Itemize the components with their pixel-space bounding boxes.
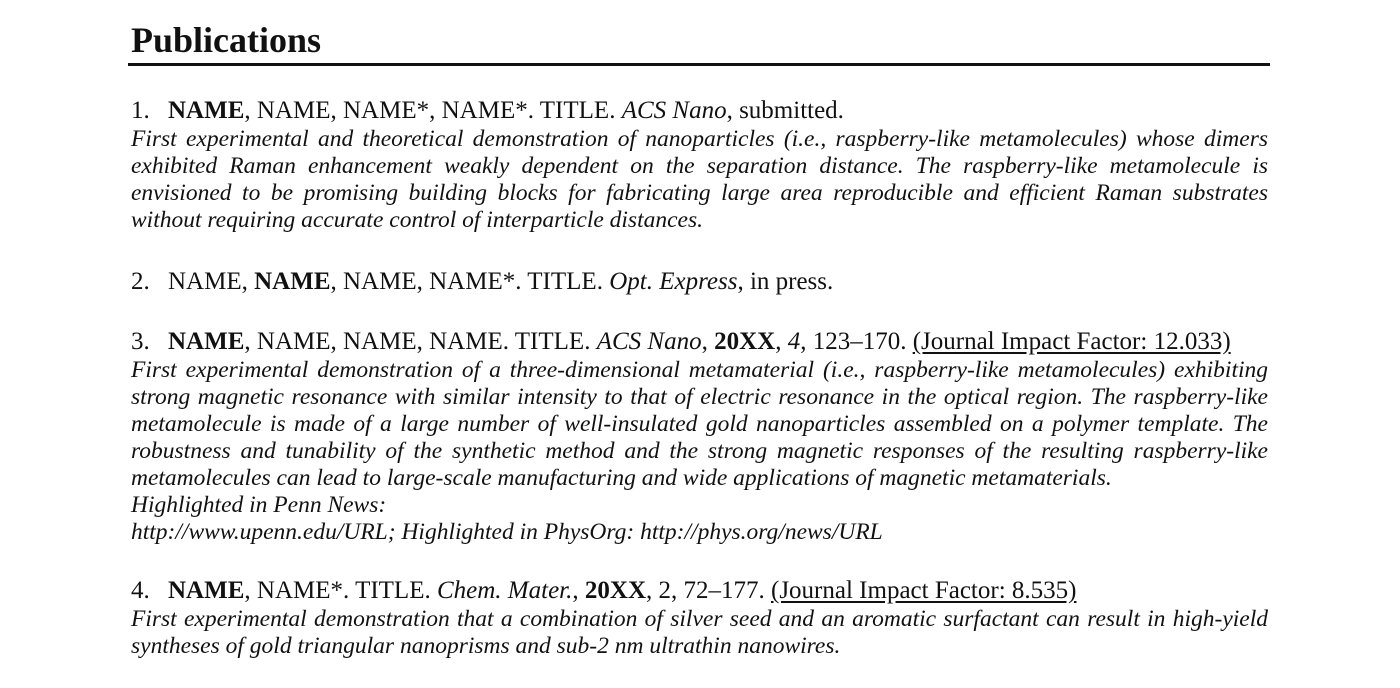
description-line: syntheses of gold triangular nanoprisms and sub-2 nm ultrathin nanowires. [131, 633, 841, 659]
heading-rule [128, 63, 1270, 66]
author: NAME* [343, 97, 430, 124]
author-separator: , [244, 577, 257, 604]
author: NAME [256, 328, 331, 355]
description-line: metamolecules can lead to large-scale manufacturing and wide applications of magnetic metamaterials. [131, 465, 1112, 491]
section-heading: Publications [131, 20, 322, 60]
highlight-line: Highlighted in Penn News: [131, 492, 387, 518]
citation: 3. NAME, NAME, NAME, NAME. TITLE. ACS Nano, 20XX, 4, 123–170. (Journal Impact Factor: 12.033) [131, 328, 1231, 355]
volume: 4 [787, 328, 801, 355]
journal-name: Opt. Express [609, 268, 738, 295]
journal-name: ACS Nano [596, 328, 702, 355]
author-separator: , [241, 268, 255, 295]
publication-number: 2. [131, 268, 150, 295]
publication-number: 1. [131, 97, 150, 124]
publication-item [131, 327, 1268, 546]
volume: 2 [658, 577, 671, 604]
page-range: 72–177. [683, 577, 765, 604]
paper-title: TITLE. [527, 268, 603, 295]
author: NAME* [441, 97, 528, 124]
author-separator: , [416, 268, 430, 295]
paper-title: TITLE. [514, 328, 591, 355]
description-line: First experimental and theoretical demonstration of nanoparticles (i.e., raspberry-like metamolecules) whose dimers [131, 126, 1268, 152]
publication-year: 20XX [714, 328, 776, 355]
author-separator: , [330, 328, 343, 355]
citation: 4. NAME, NAME*. TITLE. Chem. Mater., 20XX, 2, 72–177. (Journal Impact Factor: 8.535) [131, 577, 1077, 604]
publication-item [131, 267, 1268, 297]
author: NAME* [429, 268, 516, 295]
publication-number: 3. [131, 328, 150, 355]
journal-name: Chem. Mater. [436, 577, 573, 604]
author-separator: , [330, 97, 343, 124]
impact-factor: (Journal Impact Factor: 8.535) [771, 577, 1077, 604]
paper-title: TITLE. [539, 97, 616, 124]
publication-number: 4. [131, 577, 150, 604]
description-line: without requiring accurate control of interparticle distances. [131, 207, 703, 233]
author: NAME [429, 328, 503, 355]
highlight-line: http://www.upenn.edu/URL; Highlighted in PhysOrg: http://phys.org/news/URL [131, 519, 883, 545]
author: NAME [168, 97, 245, 124]
description-line: robustness and tunability of the synthetic method and the strong magnetic responses of the resulting raspberry-like [131, 438, 1268, 464]
paper-title: TITLE. [355, 577, 431, 604]
author-separator: , [429, 97, 442, 124]
publication-year: 20XX [584, 577, 646, 604]
description-line: strong magnetic resonance with similar intensity to that of electric resonance in the optical region. The raspberry-like [131, 384, 1268, 410]
author: NAME [256, 97, 331, 124]
citation [131, 96, 1268, 126]
publication-item [131, 96, 1268, 234]
journal-name: ACS Nano [621, 97, 727, 124]
author-separator: , [244, 97, 257, 124]
author: NAME [168, 328, 245, 355]
description-line: First experimental demonstration that a combination of silver seed and an aromatic surfactant can result in high-yield [131, 606, 1268, 632]
description [131, 126, 1268, 234]
description-line: First experimental demonstration of a three-dimensional metamaterial (i.e., raspberry-like metamolecules) exhibiting [131, 357, 1268, 383]
author: NAME [343, 268, 417, 295]
author-separator: . [527, 97, 540, 124]
author-separator: , [416, 328, 430, 355]
description-line: metamolecule is made of a large number of well-insulated gold nanoparticles assembled on a polymer template. The [131, 411, 1268, 437]
author: NAME [254, 268, 331, 295]
author-separator: . [502, 328, 515, 355]
citation [131, 267, 1268, 297]
author: NAME [168, 577, 245, 604]
author-separator: , [330, 268, 343, 295]
author: NAME [168, 268, 242, 295]
author: NAME* [256, 577, 343, 604]
author-separator: . [343, 577, 356, 604]
author-separator: , [244, 328, 257, 355]
publication-status: , submitted. [726, 97, 844, 124]
description-line: envisioned to be promising building blocks for fabricating large area reproducible and efficient Raman substrates [131, 180, 1268, 206]
description [131, 606, 1268, 660]
impact-factor: (Journal Impact Factor: 12.033) [912, 328, 1231, 355]
publication-status: , in press. [737, 268, 834, 295]
publication-item [131, 576, 1268, 660]
page-range: 123–170. [812, 328, 907, 355]
author: NAME [343, 328, 417, 355]
author-separator: . [515, 268, 528, 295]
description-line: exhibited Raman enhancement weakly dependent on the separation distance. The raspberry-like metamolecule is [131, 153, 1268, 179]
description [131, 357, 1268, 546]
